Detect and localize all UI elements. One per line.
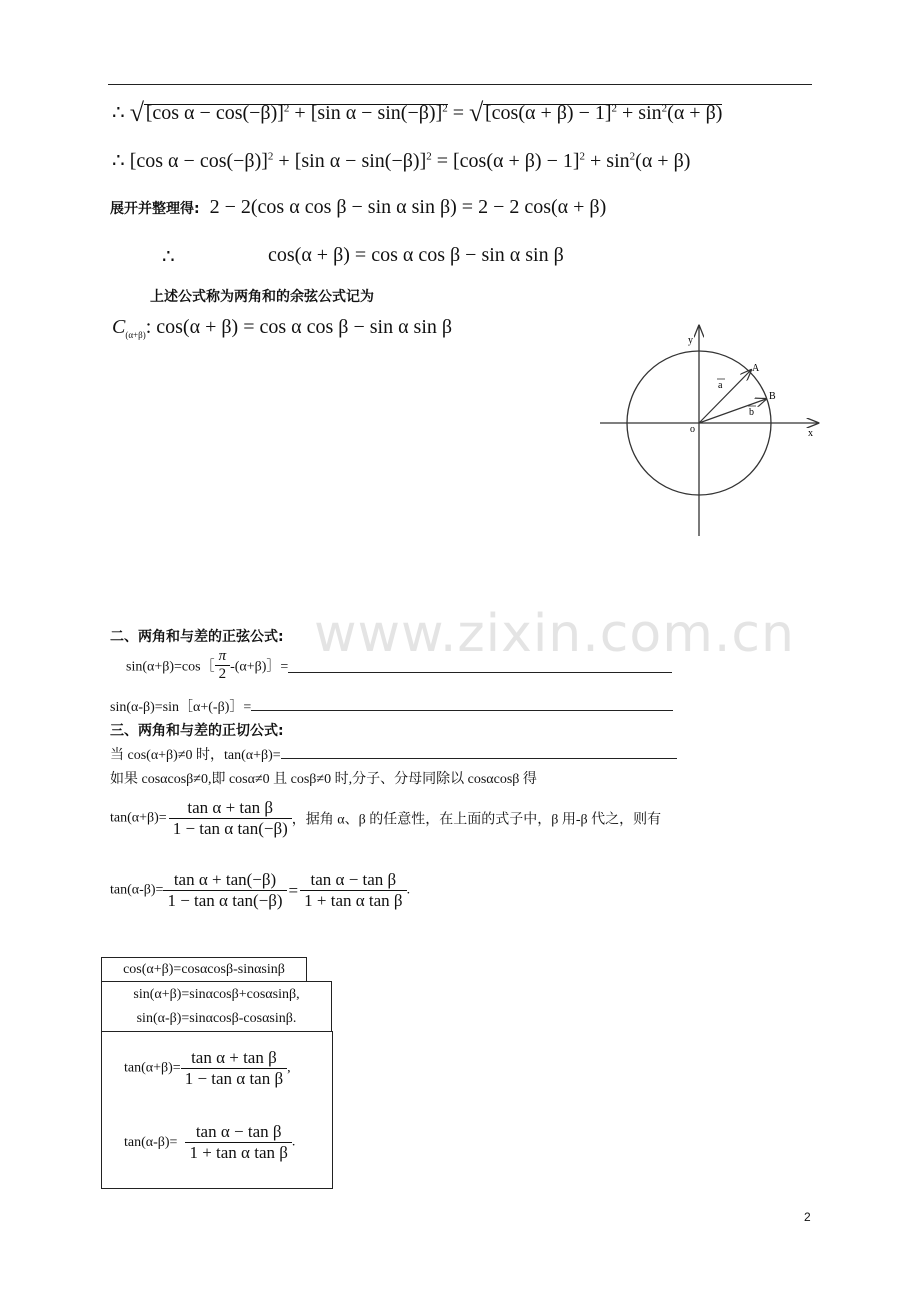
- vector-a-label: a: [718, 380, 723, 391]
- formula-line-2: ∴ [cos α − cos(−β)]$^2$ + [sin $\alpha - \sin(-\beta)]^2 = [\cos(\alpha + \beta) - 1]^2 + \sin^2(\alpha + \beta)$: [112, 150, 691, 172]
- x-label: x: [808, 428, 813, 439]
- sin-diff-line: sin(α-β)=sin［α+(-β)］=: [110, 696, 673, 716]
- origin-label: o: [690, 424, 695, 435]
- sin-sum-line: sin(α+β)=cos［ $\frac{\pi}{2}$ -(α+β)］=: [126, 648, 672, 683]
- summary-box-tan: [101, 1031, 333, 1189]
- summary-box-cos: cos(α+β)=cosαcosβ-sinαsinβ: [101, 957, 307, 983]
- vector-b-label: b: [749, 407, 754, 418]
- watermark: www.zixin.com.cn: [314, 604, 795, 664]
- sin-sum-blank: [288, 658, 672, 673]
- summary-sin-diff: sin(α-β)=sinαcosβ-cosαsinβ.: [136, 1011, 297, 1026]
- section2-heading: 二、两角和与差的正弦公式:: [110, 629, 284, 645]
- summary-tan-sum: tan(α+β)= $\frac{\text{tan α + tan β}}{\text{1 − tan α tan β}}$ ,: [124, 1048, 291, 1088]
- tan-diff-fraction-1: $\frac{\text{tan α + tan(−β)}}{\text{1 − tan α tan(−β)}}$: [163, 870, 286, 911]
- therefore-symbol-2: ∴: [162, 246, 175, 268]
- cos-sum-result: cos(α + β) = cos α cos β − sin α sin β: [268, 244, 564, 266]
- tan-diff-fraction-2: $\frac{\text{tan α − tan β}}{\text{1 + tan α tan β}}$: [300, 870, 406, 911]
- tan-sum-blank: [281, 744, 677, 759]
- expand-label: 展开并整理得:: [110, 201, 200, 217]
- unit-circle-figure: [596, 322, 822, 540]
- point-b-label: B: [769, 391, 776, 402]
- tan-condition-line: 当 cos(α+β)≠0 时，tan(α+β)=: [110, 744, 677, 764]
- point-a-label: A: [752, 363, 760, 374]
- formula-line-1: ∴ √ [cos α − cos(−β)]$^2$ + [sin α − sin(−β)]$^2$ = √ $[\cos(\alpha + \beta) - 1]^2 + \sin^2(\alpha + \beta)$: [112, 98, 723, 127]
- expand-line: [110, 196, 606, 219]
- page-number: 2: [804, 1210, 811, 1224]
- sqrt-lhs: √ [cos α − cos(−β)]$^2$ + [sin α − sin(−β)]$^2$: [129, 98, 448, 127]
- vector-b: [699, 399, 766, 423]
- sqrt-rhs: √ $[\cos(\alpha + \beta) - 1]^2 + \sin^2(\alpha + \beta)$: [469, 98, 723, 127]
- tan-diff-derivation: tan(α-β)= $\frac{\text{tan α + tan(−β)}}{\text{1 − tan α tan(−β)}}$ = $\frac{\text{tan α − tan β}}{\text{1 + tan α tan β}}$ .: [110, 870, 411, 910]
- formula-note: 上述公式称为两角和的余弦公式记为: [150, 289, 374, 305]
- c-alpha-beta-formula: $C_{(\alpha+\beta)}$: cos(α + β) = cos α cos β − sin α sin β: [112, 316, 453, 340]
- header-rule: [108, 84, 812, 85]
- summary-tan-diff: tan(α-β)= $\frac{\text{tan α − tan β}}{\text{1 + tan α tan β}}$ .: [124, 1122, 296, 1162]
- section3-heading: 三、两角和与差的正切公式:: [110, 723, 284, 739]
- therefore-symbol: ∴: [112, 102, 125, 124]
- divide-line: 如果 cosαcosβ≠0,即 cosα≠0 且 cosβ≠0 时,分子、分母同除以 cosαcosβ 得: [110, 772, 537, 787]
- expand-formula: 2 − 2(cos α cos β − sin α sin β) = 2 − 2 cos(α + β): [209, 196, 607, 218]
- summary-box-sin: [101, 981, 332, 1034]
- pi-over-2: $\frac{\pi}{2}$: [215, 648, 231, 683]
- vector-a: [699, 370, 751, 423]
- y-label: y: [688, 335, 693, 346]
- sin-diff-blank: [251, 696, 673, 711]
- tan-sum-derivation: tan(α+β)= $\frac{\text{tan α + tan β}}{\text{1 − tan α tan(−β)}}$ ，据角 α、β 的任意性，在上面的式子中，β 用-β 代之，则有: [110, 798, 662, 838]
- tan-sum-fraction: $\frac{\text{tan α + tan β}}{\text{1 − tan α tan(−β)}}$: [169, 798, 292, 839]
- summary-sin-sum: sin(α+β)=sinαcosβ+cosαsinβ,: [133, 987, 300, 1002]
